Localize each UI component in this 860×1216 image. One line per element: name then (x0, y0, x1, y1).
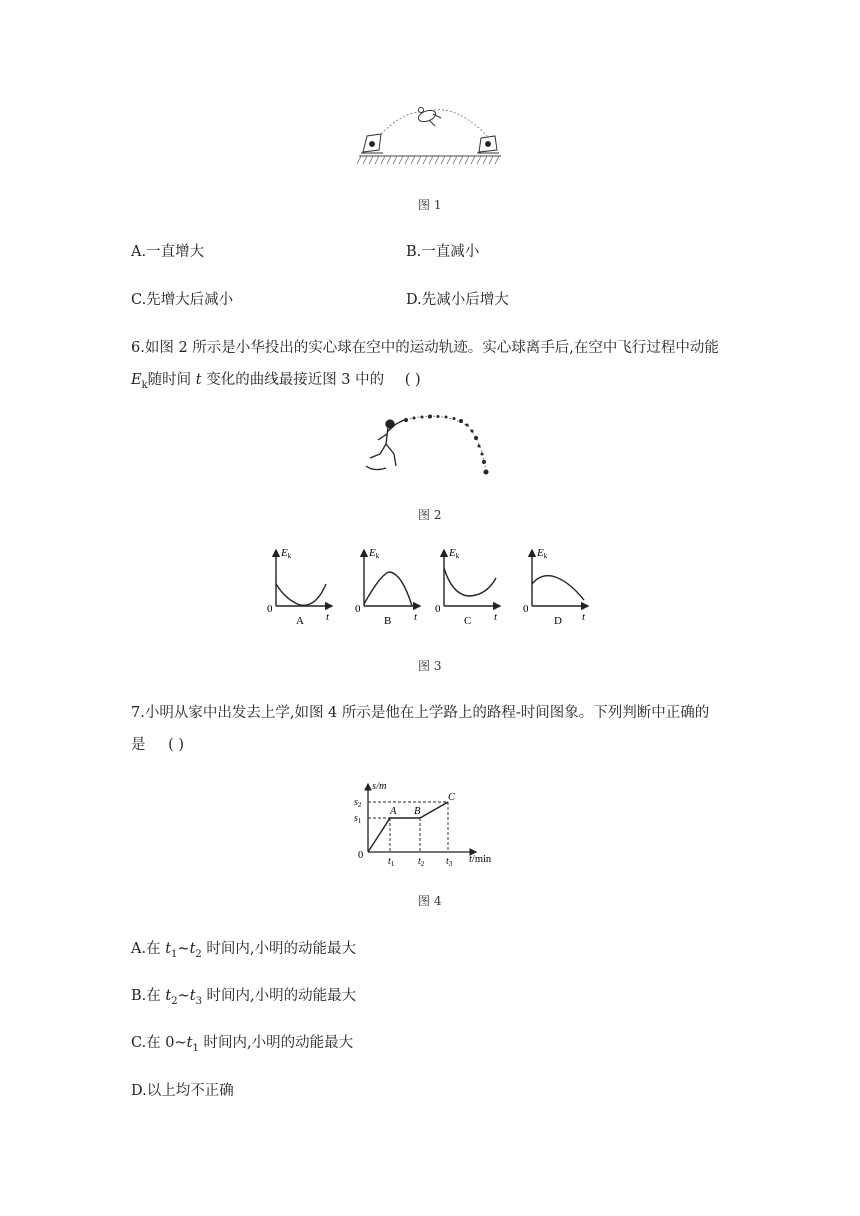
graph-d-x-label: t (582, 611, 586, 623)
graph-d-label: D (554, 615, 562, 627)
fig4-point-a: A (390, 806, 397, 817)
figure-2-illustration (360, 414, 500, 482)
q7-option-d: D.以上均不正确 (131, 1083, 234, 1099)
q7-stem-line2 (131, 735, 184, 755)
graph-c (435, 547, 500, 627)
q7-text: 是 (131, 737, 146, 753)
q6-stem-line1: 6.如图 2 所示是小华投出的实心球在空中的运动轨迹。实心球离手后,在空中飞行过程中动能 (131, 340, 719, 356)
graph-a-y-label: Ek (281, 547, 292, 560)
ek-subscript: k (141, 379, 148, 391)
figure-1-illustration (355, 98, 505, 170)
fig4-t1-label: $t_1$ (388, 856, 395, 866)
fig4-t3-label: $t_3$ (446, 856, 453, 866)
figure-2-caption: 图 2 (418, 508, 442, 522)
figure-3-caption: 图 3 (418, 659, 442, 673)
figure-4-caption: 图 4 (418, 894, 442, 908)
figure-4-graph (352, 778, 504, 866)
fig4-s2-label: $s_2$ (354, 797, 362, 809)
fig4-origin: 0 (358, 850, 364, 861)
q6-text-b: 变化的曲线最接近图 3 中的 (201, 372, 385, 388)
q6-answer-blank: ( ) (404, 372, 421, 388)
figure-3-graphs (264, 544, 600, 630)
graph-d-origin: 0 (523, 603, 529, 615)
graph-b-y-label: Ek (369, 547, 380, 560)
graph-a-origin: 0 (267, 603, 273, 615)
graph-c-label: C (464, 615, 472, 627)
q5-option-b: B.一直减小 (406, 244, 480, 260)
fig4-point-b: B (414, 806, 421, 817)
t-symbol: t (195, 372, 202, 388)
graph-b (355, 547, 420, 627)
figure-1-caption: 图 1 (418, 198, 442, 212)
q7-answer-blank: ( ) (168, 737, 185, 753)
q5-option-d: D.先减小后增大 (406, 292, 509, 308)
graph-c-x-label: t (494, 611, 498, 623)
graph-c-origin: 0 (435, 603, 441, 615)
graph-c-y-label: Ek (449, 547, 460, 560)
graph-b-x-label: t (414, 611, 418, 623)
q6-text-a: 随时间 (147, 372, 196, 388)
graph-b-label: B (384, 615, 392, 627)
fig4-y-label: s/m (372, 781, 387, 792)
fig4-s1-label: $s_1$ (354, 813, 362, 825)
q7-stem-line1: 7.小明从家中出发去上学,如图 4 所示是他在上学路上的路程-时间图象。下列判断中正确的 (131, 705, 710, 721)
q5-option-c: C.先增大后减小 (131, 292, 234, 308)
q5-option-a: A.一直增大 (131, 244, 205, 260)
q6-stem-line2 (131, 370, 421, 396)
graph-a (267, 547, 332, 627)
fig4-point-c: C (448, 792, 456, 803)
fig4-x-label: t/min (469, 854, 492, 865)
q7-option-a: A.在 $t_1\sim t_2$ 时间内,小明的动能最大 (131, 941, 356, 960)
graph-a-label: A (296, 615, 304, 627)
ek-symbol: E (131, 372, 142, 388)
q7-option-c: C.在 $0\sim t_1$ 时间内,小明的动能最大 (131, 1035, 354, 1054)
graph-a-x-label: t (326, 611, 330, 623)
q7-option-b: B.在 $t_2\sim t_3$ 时间内,小明的动能最大 (131, 988, 357, 1007)
graph-d-y-label: Ek (537, 547, 548, 560)
graph-d (523, 547, 588, 627)
graph-b-origin: 0 (355, 603, 361, 615)
fig4-t2-label: $t_2$ (418, 856, 425, 866)
